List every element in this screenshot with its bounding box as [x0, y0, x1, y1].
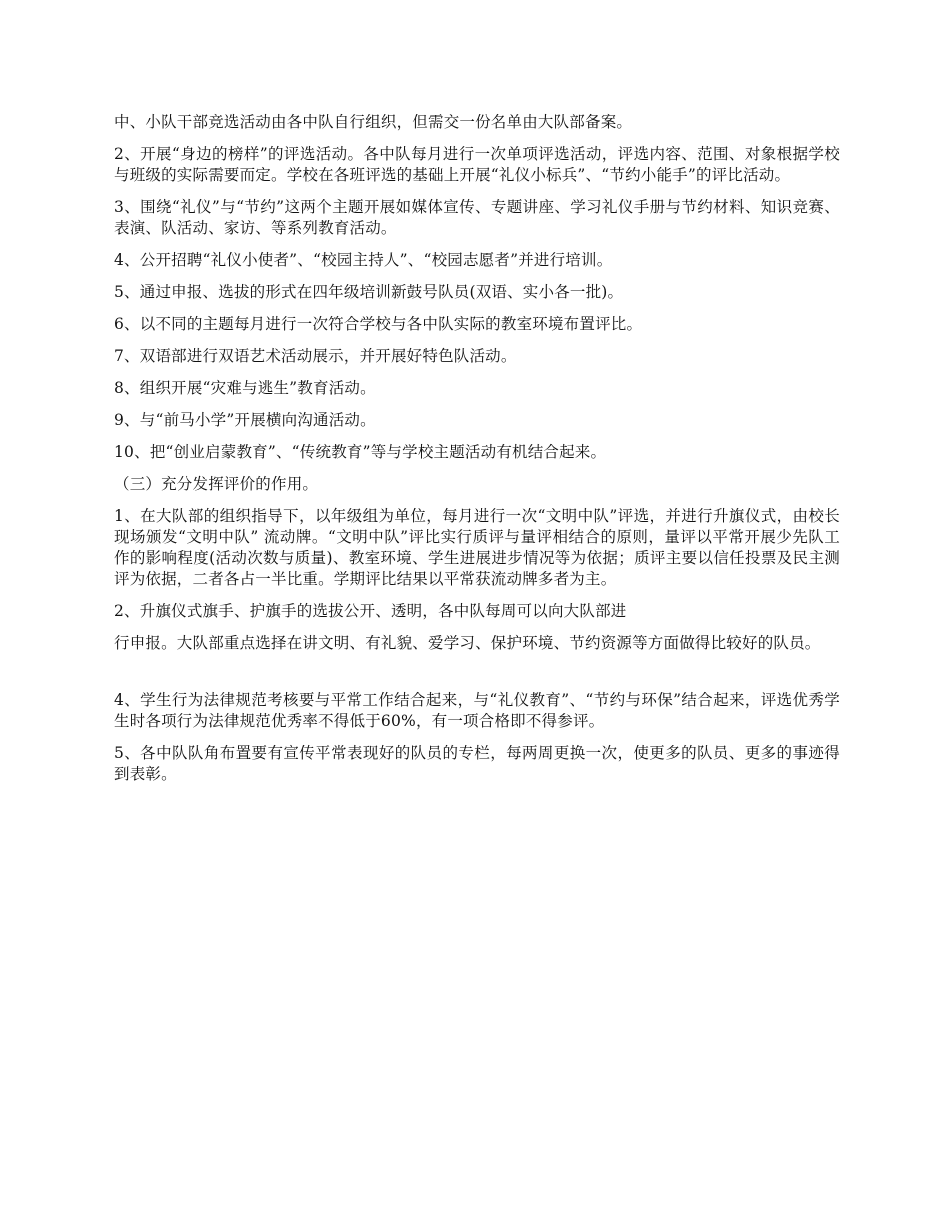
paragraph-item-3-etiquette-saving: 3、围绕“礼仪”与“节约”这两个主题开展如媒体宣传、专题讲座、学习礼仪手册与节约材料、知识竞赛、表演、队活动、家访、等系列教育活动。	[114, 198, 840, 237]
paragraph-eval-2-flag-bearers: 2、升旗仪式旗手、护旗手的选拔公开、透明，各中队每周可以向大队部进	[114, 602, 627, 620]
paragraph-item-10-education: 10、把“创业启蒙教育”、“传统教育”等与学校主题活动有机结合起来。	[114, 443, 607, 461]
document-body	[114, 112, 840, 796]
paragraph-item-2-role-models: 2、开展“身边的榜样”的评选活动。各中队每月进行一次单项评选活动，评选内容、范围、对象根据学校与班级的实际需要而定。学校在各班评选的基础上开展“礼仪小标兵”、“节约小能手”的评比活动。	[114, 145, 840, 184]
section-heading-evaluation: （三）充分发挥评价的作用。	[114, 475, 319, 493]
paragraph-item-7-bilingual: 7、双语部进行双语艺术活动展示，并开展好特色队活动。	[114, 347, 517, 365]
paragraph-item-4-recruitment: 4、公开招聘“礼仪小使者”、“校园主持人”、“校园志愿者”并进行培训。	[114, 251, 613, 269]
paragraph-intro: 中、小队干部竞选活动由各中队自行组织，但需交一份名单由大队部备案。	[114, 113, 633, 131]
paragraph-item-8-disaster: 8、组织开展“灾难与逃生”教育活动。	[114, 379, 376, 397]
paragraph-eval-5-bulletin: 5、各中队队角布置要有宣传平常表现好的队员的专栏，每两周更换一次，使更多的队员、更多的事迹得到表彰。	[114, 744, 840, 783]
paragraph-item-9-qianma: 9、与“前马小学”开展横向沟通活动。	[114, 411, 376, 429]
paragraph-item-6-classroom: 6、以不同的主题每月进行一次符合学校与各中队实际的教室环境布置评比。	[114, 315, 643, 333]
paragraph-eval-2-continued: 行申报。大队部重点选择在讲文明、有礼貌、爱学习、保护环境、节约资源等方面做得比较好的队员。	[114, 634, 821, 652]
paragraph-eval-4-behavior: 4、学生行为法律规范考核要与平常工作结合起来，与“礼仪教育”、“节约与环保”结合起来，评选优秀学生时各项行为法律规范优秀率不得低于60%，有一项合格即不得参评。	[114, 691, 840, 730]
paragraph-eval-1-civilized-squad: 1、在大队部的组织指导下，以年级组为单位，每月进行一次“文明中队”评选，并进行升旗仪式，由校长现场颁发“文明中队” 流动牌。“文明中队”评比实行质评与量评相结合的原则，量评以平常开展少先队工作的影响程度(活动次数与质量)、教室环境、学生进展进步情况等为依据；质评主要以信任投票及民主测评为依据，二者各占一半比重。学期评比结果以平常获流动牌多者为主。	[114, 507, 840, 588]
paragraph-item-5-drum-team: 5、通过申报、选拔的形式在四年级培训新鼓号队员(双语、实小各一批)。	[114, 283, 624, 301]
